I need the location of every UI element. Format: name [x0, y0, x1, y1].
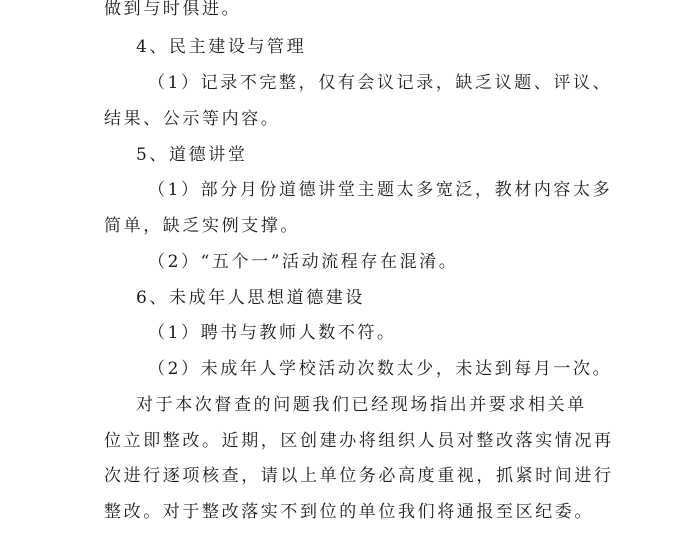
paragraph-line: 做到与时俱进。	[104, 0, 242, 19]
list-item-line: （1）记录不完整，仅有会议记录，缺乏议题、评议、	[148, 73, 613, 93]
list-item-line: （1）部分月份道德讲堂主题太多宽泛，教材内容太多	[148, 180, 613, 200]
paragraph-line: 整改。对于整改落实不到位的单位我们将通报至区纪委。	[104, 502, 594, 522]
section-heading: 5、道德讲堂	[136, 145, 248, 165]
list-item-line: 简单，缺乏实例支撑。	[104, 216, 300, 236]
section-heading: 6、未成年人思想道德建设	[136, 288, 366, 308]
list-item-line: （2）未成年人学校活动次数太少，未达到每月一次。	[148, 359, 613, 379]
paragraph-line: 位立即整改。近期，区创建办将组织人员对整改落实情况再	[104, 431, 614, 451]
paragraph-line: 对于本次督查的问题我们已经现场指出并要求相关单	[136, 395, 587, 415]
list-item-line: 结果、公示等内容。	[104, 109, 281, 129]
paragraph-line: 次进行逐项核查，请以上单位务必高度重视，抓紧时间进行	[104, 466, 614, 486]
section-heading: 4、民主建设与管理	[136, 37, 307, 57]
list-item-line: （1）聘书与教师人数不符。	[148, 323, 397, 343]
list-item-line: （2）“五个一”活动流程存在混淆。	[148, 252, 459, 272]
